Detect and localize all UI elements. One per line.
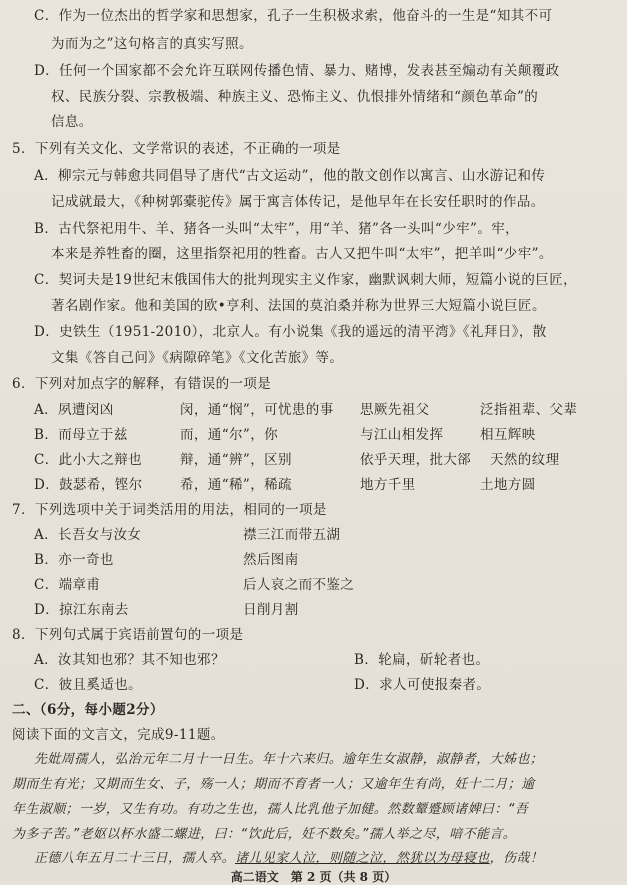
q5-option-a-line1: A．柳宗元与韩愈共同倡导了唐代“古文运动”，他的散文创作以寓言、山水游记和传	[34, 168, 546, 184]
passage-line-2: 期而生有光；又期而生女、子，殇一人；期而不育者一人；又逾年生有尚，妊十二月；逾	[12, 777, 535, 792]
q6-b-col4: 相互辉映	[480, 427, 536, 443]
q4-option-d-line2: 权、民族分裂、宗教极端、种族主义、恐怖主义、仇恨排外情绪和“颜色革命”的	[51, 89, 539, 105]
q6-d-col2: 希，通“稀”，稀疏	[180, 477, 292, 493]
q7-d-col2: 日削月割	[243, 602, 299, 618]
q5-option-c-line2: 著名剧作家。他和美国的欧•亨利、法国的莫泊桑并称为世界三大短篇小说巨匠。	[51, 298, 546, 314]
q5-stem: 5．下列有关文化、文学常识的表述，不正确的一项是	[12, 141, 341, 157]
passage-line-4: 为多子苦。”老妪以杯水盛二螺进，曰：“饮此后，妊不数矣。”孺人举之尽，喑不能言。	[12, 827, 517, 842]
q6-d-col3: 地方千里	[360, 477, 416, 493]
q5-option-b-line2: 本来是养牲畜的圈，这里指祭祀用的牲畜。古人又把牛叫“太牢”，把羊叫“少牢”。	[51, 246, 553, 262]
q5-option-c-line1: C．契诃夫是19世纪末俄国伟大的批判现实主义作家，幽默讽刺大师，短篇小说的巨匠，	[34, 272, 578, 288]
q8-option-c: C．彼且奚适也。	[34, 677, 143, 693]
q6-c-col1: C．此小大之辩也	[34, 452, 143, 468]
q6-b-col3: 与江山相发挥	[360, 427, 444, 443]
q7-a-col2: 襟三江而带五湖	[243, 527, 341, 543]
q8-option-b: B．轮扁，斫轮者也。	[354, 652, 490, 668]
q8-option-d: D．求人可使报秦者。	[354, 677, 491, 693]
q6-a-col4: 泛指祖辈、父辈	[480, 402, 578, 418]
q6-stem: 6．下列对加点字的解释，有错误的一项是	[12, 376, 272, 392]
q4-option-c-line1: C．作为一位杰出的哲学家和思想家，孔子一生积极求索，他奋斗的一生是“知其不可	[34, 8, 553, 24]
q8-stem: 8．下列句式属于宾语前置句的一项是	[12, 627, 244, 643]
q8-option-a: A．汝其知也邪？其不知也邪？	[34, 652, 225, 668]
q7-b-col1: B．亦一奇也	[34, 552, 114, 568]
q6-c-col4: 天然的纹理	[490, 452, 560, 468]
q5-option-b-line1: B．古代祭祀用牛、羊、猪各一头叫“太牢”，用“羊、猪”各一头叫“少牢”。牢，	[34, 221, 520, 237]
q7-a-col1: A．长吾女与汝女	[34, 527, 142, 543]
passage-line-3: 年生淑顺；一岁，又生有功。有功之生也，孺人比乳他子加健。然数颦蹙顾诸婢曰：“吾	[12, 802, 529, 817]
q7-c-col2: 后人哀之而不鉴之	[243, 577, 355, 593]
q5-option-a-line2: 记成就最大，《种树郭橐驼传》属于寓言体传记，是他早年在长安任职时的作品。	[51, 194, 545, 210]
passage-line-5-end: ，伤哉！	[489, 851, 544, 866]
q7-d-col1: D．掠江东南去	[34, 602, 129, 618]
q4-option-d-line3: 信息。	[51, 114, 93, 130]
passage-underlined-sentence: 诸儿见家人泣，则随之泣，然犹以为母寝也	[235, 851, 490, 866]
q6-a-col1: A．夙遭闵凶	[34, 402, 114, 418]
q6-b-col1: B．而母立于兹	[34, 427, 128, 443]
q5-option-d-line2: 文集《答自己问》《病隙碎笔》《文化苦旅》等。	[51, 350, 344, 366]
section-2-intro: 阅读下面的文言文，完成9-11题。	[12, 727, 225, 743]
q6-d-col4: 土地方圆	[480, 477, 536, 493]
q4-option-d-line1: D．任何一个国家都不会允许互联网传播色情、暴力、赌博，发表甚至煽动有关颠覆政	[34, 63, 560, 79]
q6-c-col3: 依乎天理，批大郤	[360, 452, 472, 468]
q7-c-col1: C．端章甫	[34, 577, 101, 593]
q6-c-col2: 辩，通“辨”，区别	[180, 452, 292, 468]
page-footer: 高二语文 第 2 页（共 8 页）	[230, 870, 397, 884]
q6-d-col1: D．鼓瑟希，铿尔	[34, 477, 143, 493]
q6-a-col3: 思厥先祖父	[360, 402, 430, 418]
q6-a-col2: 闵，通“悯”，可忧患的事	[180, 402, 334, 418]
q7-stem: 7．下列选项中关于词类活用的用法，相同的一项是	[12, 502, 327, 518]
section-2-title: 二、（6分，每小题2分）	[12, 702, 164, 718]
passage-line-5	[34, 851, 543, 867]
q6-b-col2: 而，通“尔”，你	[180, 427, 279, 443]
q4-option-c-line2: 为而为之”这句格言的真实写照。	[51, 36, 253, 52]
passage-line-1: 先妣周孺人，弘治元年二月十一日生。年十六来归。逾年生女淑静，淑静者，大姊也；	[34, 752, 544, 767]
q5-option-d-line1: D．史铁生（1951-2010），北京人。有小说集《我的遥远的清平湾》《礼拜日》，散	[34, 324, 547, 340]
q7-b-col2: 然后图南	[243, 552, 299, 568]
passage-line-5-start: 正德八年五月二十三日，孺人卒。	[34, 851, 236, 866]
